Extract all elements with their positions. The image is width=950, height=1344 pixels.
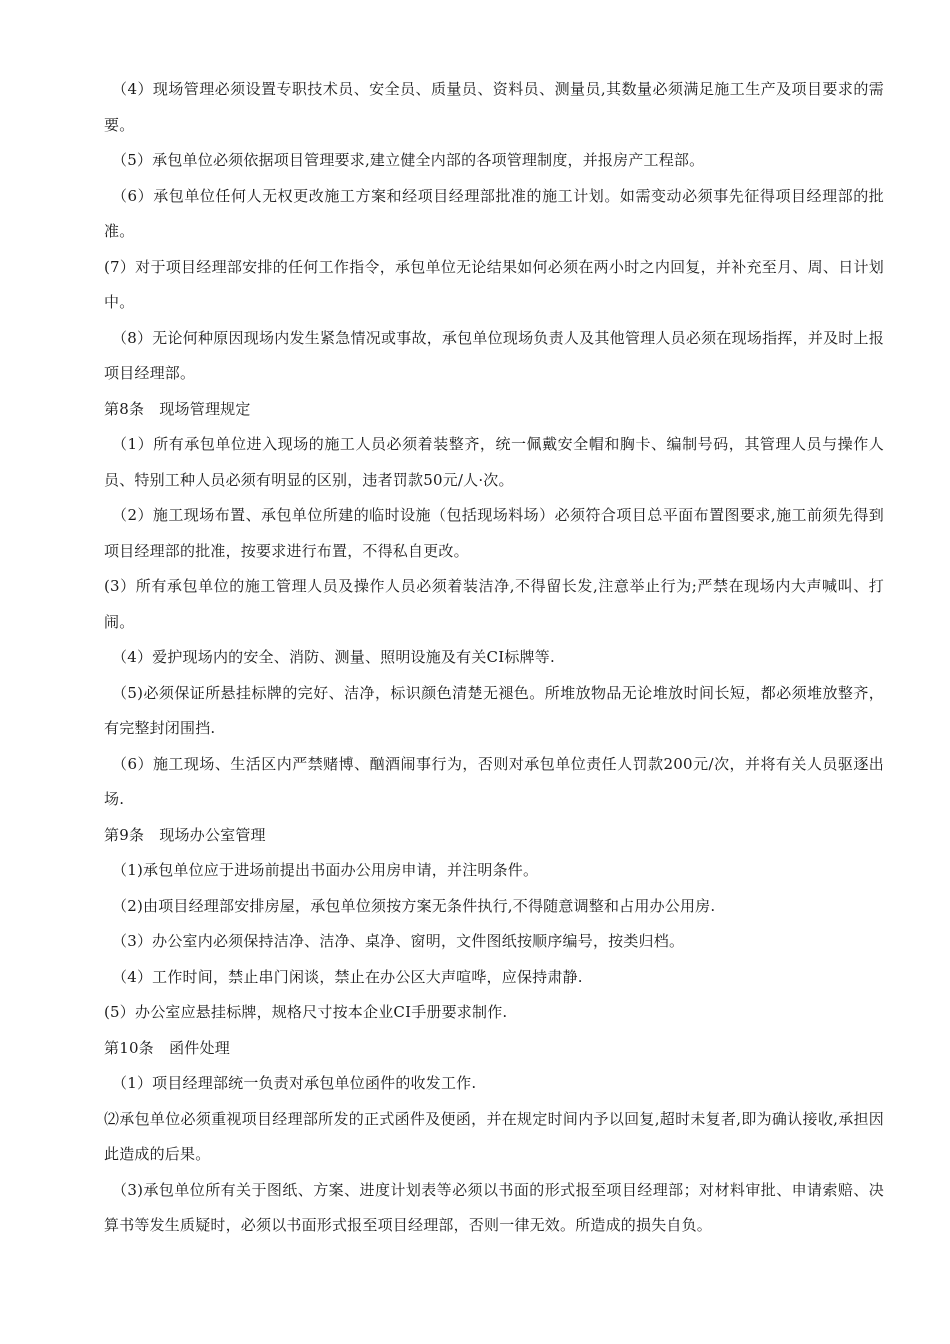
- clause-item: （4）爱护现场内的安全、消防、测量、照明设施及有关CI标牌等.: [112, 648, 555, 666]
- document-body: [104, 72, 884, 1244]
- article-heading: 第8条 现场管理规定: [104, 399, 251, 418]
- clause-item: （5）承包单位必须依据项目管理要求,建立健全内部的各项管理制度，并报房产工程部。: [112, 151, 705, 169]
- clause-item: （6）承包单位任何人无权更改施工方案和经项目经理部批准的施工计划。如需变动必须事先征得项目经理部的批准。: [104, 186, 884, 240]
- clause-item: （5)必须保证所悬挂标牌的完好、洁净，标识颜色清楚无褪色。所堆放物品无论堆放时间长短，都必须堆放整齐，有完整封闭围挡.: [104, 683, 884, 737]
- clause-item: （1）所有承包单位进入现场的施工人员必须着装整齐，统一佩戴安全帽和胸卡、编制号码，其管理人员与操作人员、特别工种人员必须有明显的区别，违者罚款50元/人·次。: [104, 435, 884, 489]
- clause-item: （3）办公室内必须保持洁净、洁净、桌净、窗明，文件图纸按顺序编号，按类归档。: [112, 932, 685, 950]
- clause-item: ⑵承包单位必须重视项目经理部所发的正式函件及便函，并在规定时间内予以回复,超时未复者,即为确认接收,承担因此造成的后果。: [104, 1109, 884, 1163]
- clause-item: （4）工作时间，禁止串门闲谈，禁止在办公区大声喧哗，应保持肃静.: [112, 967, 583, 986]
- clause-item: (7）对于项目经理部安排的任何工作指令，承包单位无论结果如何必须在两小时之内回复，并补充至月、周、日计划中。: [104, 257, 884, 311]
- clause-item: （3)承包单位所有关于图纸、方案、进度计划表等必须以书面的形式报至项目经理部；对材料审批、申请索赔、决算书等发生质疑时，必须以书面形式报至项目经理部，否则一律无效。所造成的损失自负。: [104, 1180, 884, 1234]
- clause-item: （8）无论何种原因现场内发生紧急情况或事故，承包单位现场负责人及其他管理人员必须在现场指挥，并及时上报项目经理部。: [104, 328, 884, 382]
- article-heading: 第9条 现场办公室管理: [104, 825, 266, 844]
- clause-item: （1）项目经理部统一负责对承包单位函件的收发工作.: [112, 1074, 477, 1092]
- clause-item: (5）办公室应悬挂标牌，规格尺寸按本企业CI手册要求制作.: [104, 1003, 508, 1021]
- clause-item: （4）现场管理必须设置专职技术员、安全员、质量员、资料员、测量员,其数量必须满足施工生产及项目要求的需要。: [104, 80, 884, 134]
- article-heading: 第10条 函件处理: [104, 1038, 230, 1057]
- clause-item: （2)由项目经理部安排房屋，承包单位须按方案无条件执行,不得随意调整和占用办公用房.: [112, 896, 716, 915]
- clause-item: （2）施工现场布置、承包单位所建的临时设施（包括现场料场）必须符合项目总平面布置图要求,施工前须先得到项目经理部的批准，按要求进行布置，不得私自更改。: [104, 506, 884, 560]
- clause-item: （6）施工现场、生活区内严禁赌博、酗酒闹事行为，否则对承包单位责任人罚款200元/次，并将有关人员驱逐出场.: [104, 754, 884, 808]
- clause-item: （1)承包单位应于进场前提出书面办公用房申请，并注明条件。: [112, 861, 539, 879]
- clause-item: (3）所有承包单位的施工管理人员及操作人员必须着装洁净,不得留长发,注意举止行为;严禁在现场内大声喊叫、打闹。: [104, 577, 884, 631]
